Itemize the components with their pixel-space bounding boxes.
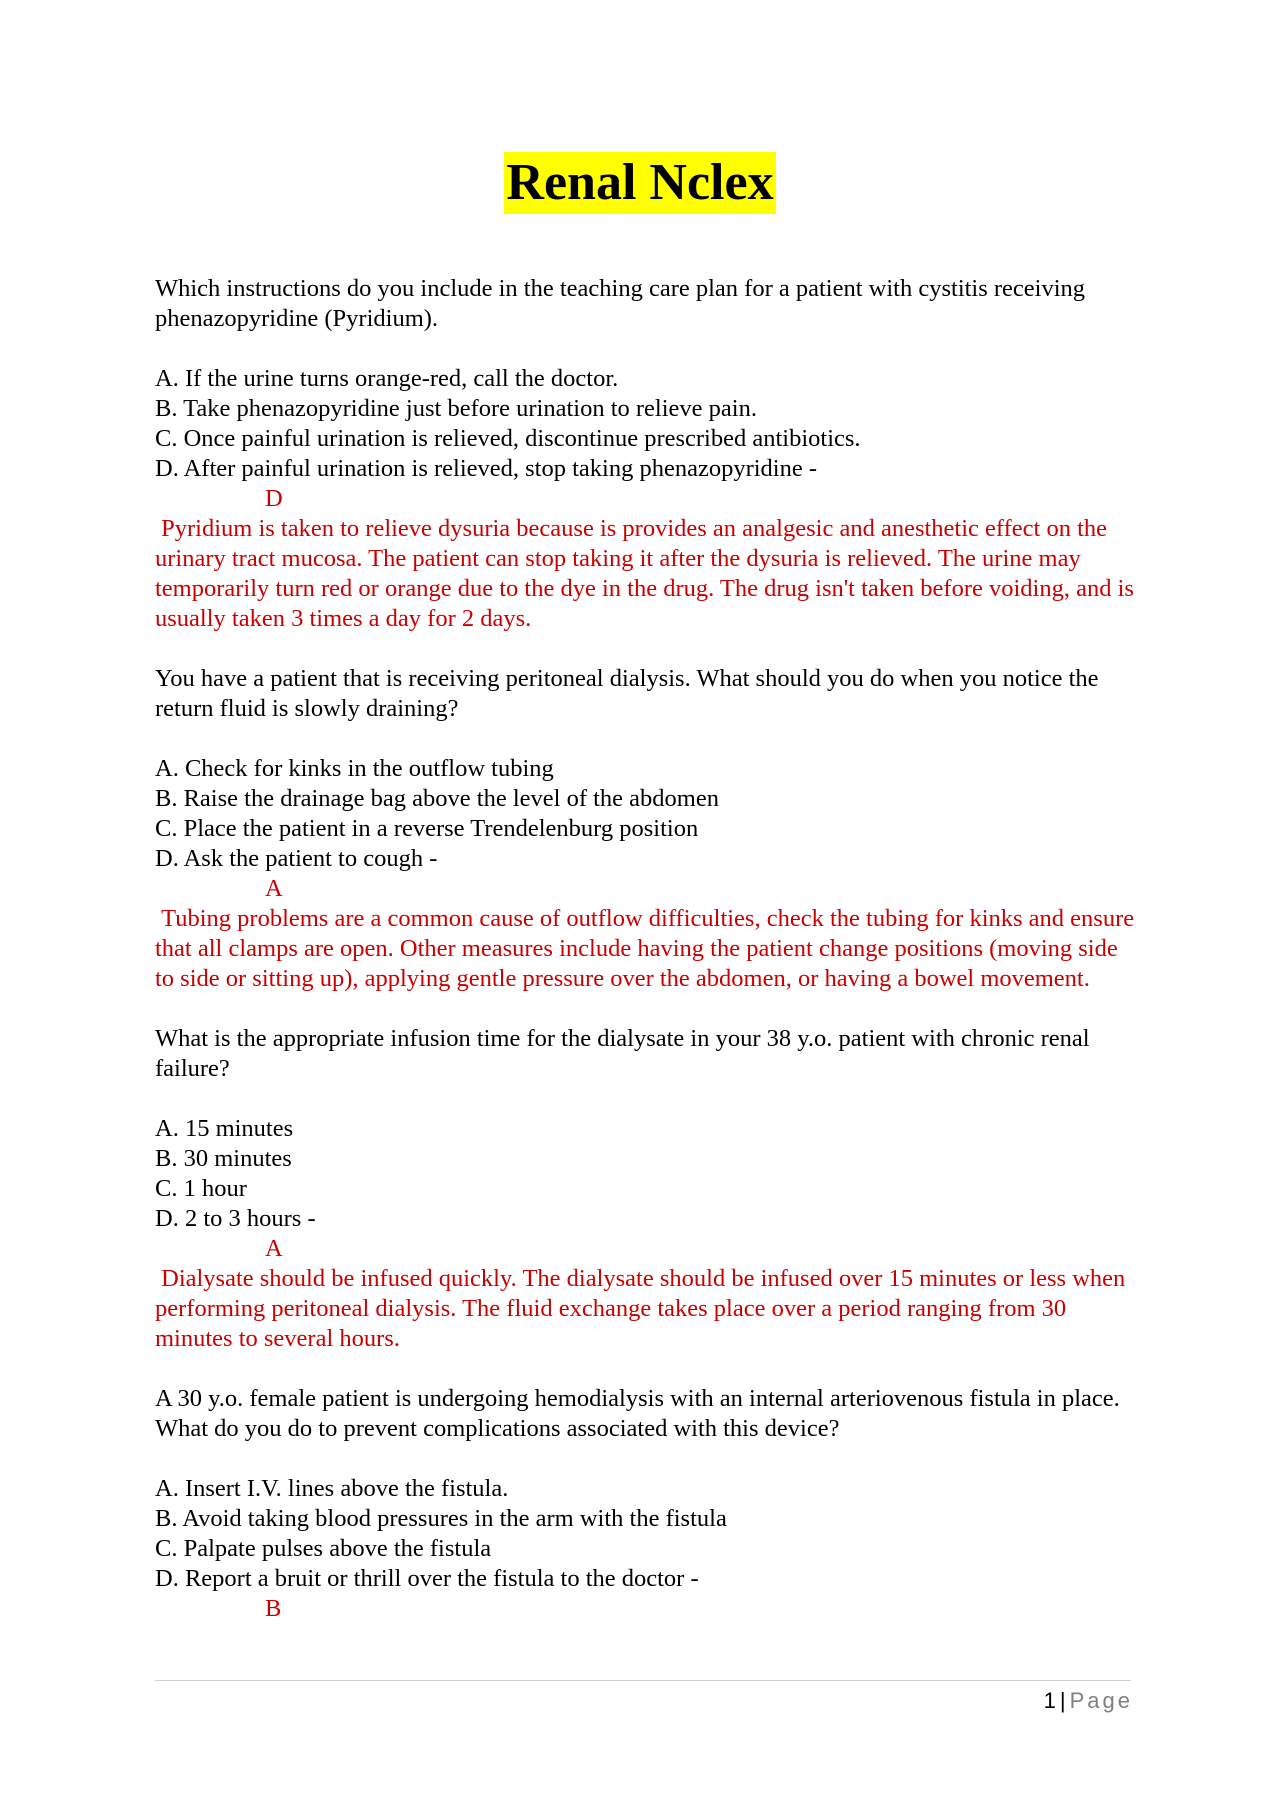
question-2 [155,664,1135,994]
option-d: D. 2 to 3 hours - [155,1205,316,1232]
footer-separator: | [1059,1688,1066,1713]
option-b: B. 30 minutes [155,1145,292,1172]
option-a: A. 15 minutes [155,1115,294,1142]
answer-explanation: Pyridium is taken to relieve dysuria because is provides an analgesic and anesthetic effect on the urinary tract mucosa. The patient can stop taking it after the dysuria is relieved. The urine may temporarily turn red or orange due to the dye in the drug. The drug isn't taken before voiding, and is usually taken 3 times a day for 2 days. [155,515,1134,632]
answer-letter: A [265,1235,283,1262]
question-3 [155,1024,1135,1354]
page-footer [900,1687,1133,1715]
option-c: C. Place the patient in a reverse Trendelenburg position [155,815,699,842]
answer-explanation: Tubing problems are a common cause of outflow difficulties, check the tubing for kinks and ensure that all clamps are open. Other measures include having the patient change positions (moving side to side or sitting up), applying gentle pressure over the abdomen, or having a bowel movement. [155,905,1135,992]
option-d: D. Report a bruit or thrill over the fistula to the doctor - [155,1565,699,1592]
title-container [0,152,1280,214]
question-stem: Which instructions do you include in the teaching care plan for a patient with cystitis receiving phenazopyridine (Pyridium). [155,275,1086,332]
option-b: B. Take phenazopyridine just before urination to relieve pain. [155,395,757,422]
question-1 [155,274,1135,634]
option-a: A. Insert I.V. lines above the fistula. [155,1475,509,1502]
page-label: Page [1069,1688,1133,1713]
answer-letter: A [265,875,283,902]
footer-divider [155,1680,1131,1681]
option-a: A. If the urine turns orange-red, call the doctor. [155,365,619,392]
answer-explanation: Dialysate should be infused quickly. The dialysate should be infused over 15 minutes or less when performing peritoneal dialysis. The fluid exchange takes place over a period ranging from 30 minutes to several hours. [155,1265,1126,1352]
question-4 [155,1384,1135,1624]
answer-letter: B [265,1595,282,1622]
question-list [155,274,1135,1624]
option-c: C. Once painful urination is relieved, discontinue prescribed antibiotics. [155,425,861,452]
option-d: D. After painful urination is relieved, stop taking phenazopyridine - [155,455,818,482]
question-stem: You have a patient that is receiving peritoneal dialysis. What should you do when you notice the return fluid is slowly draining? [155,665,1099,722]
option-b: B. Avoid taking blood pressures in the arm with the fistula [155,1505,727,1532]
page-title: Renal Nclex [504,152,775,214]
option-d: D. Ask the patient to cough - [155,845,438,872]
option-b: B. Raise the drainage bag above the level of the abdomen [155,785,719,812]
answer-letter: D [265,485,283,512]
option-a: A. Check for kinks in the outflow tubing [155,755,554,782]
option-c: C. Palpate pulses above the fistula [155,1535,492,1562]
page-number: 1 [1043,1688,1056,1713]
option-c: C. 1 hour [155,1175,247,1202]
question-stem: A 30 y.o. female patient is undergoing hemodialysis with an internal arteriovenous fistula in place. What do you do to prevent complications associated with this device? [155,1385,1120,1442]
question-stem: What is the appropriate infusion time for the dialysate in your 38 y.o. patient with chronic renal failure? [155,1025,1090,1082]
